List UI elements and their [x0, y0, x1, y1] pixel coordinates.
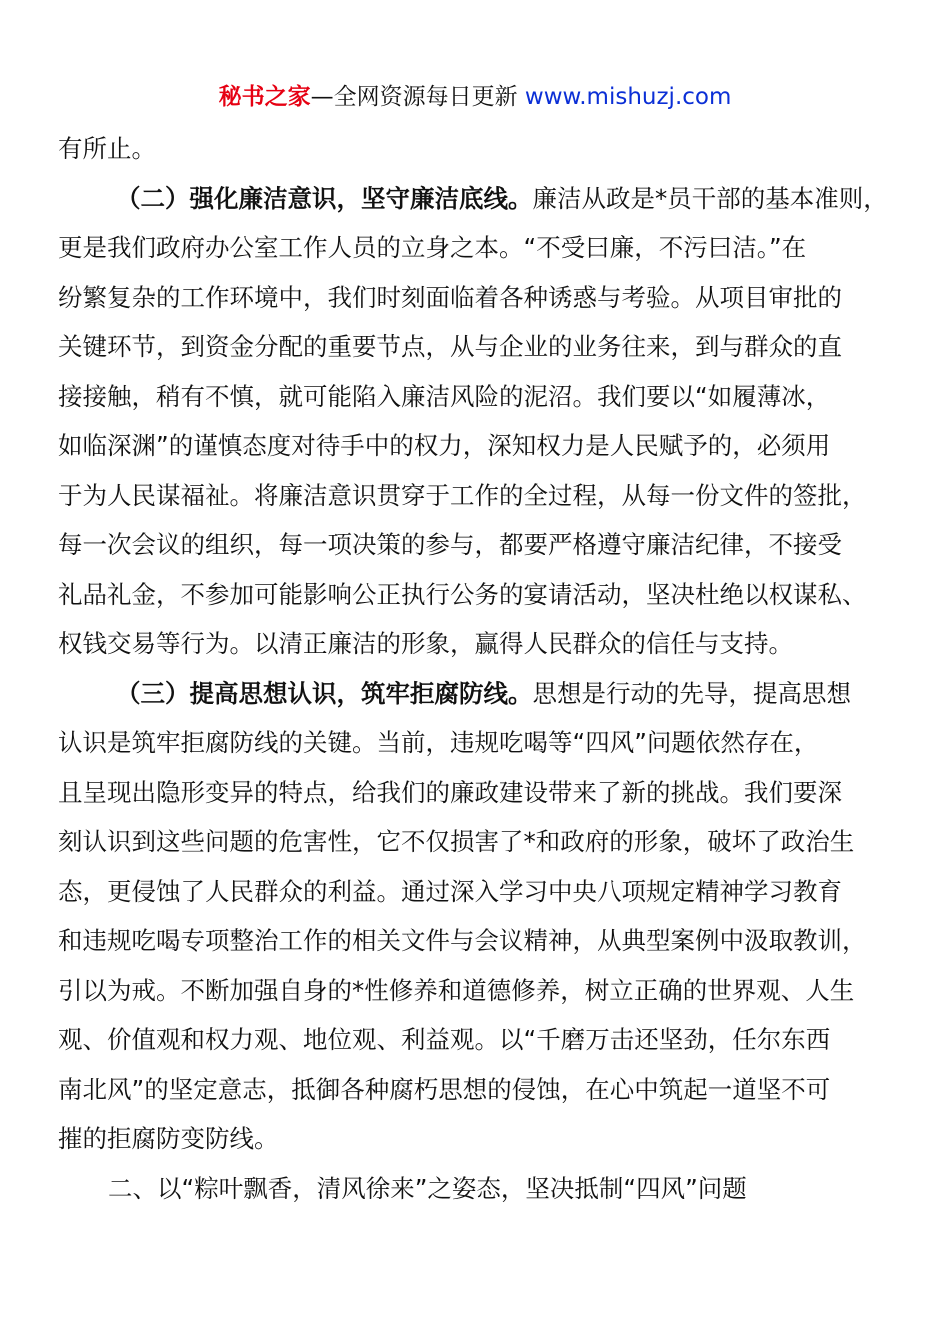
paragraph-line: [58, 867, 908, 917]
section-title: [58, 1164, 908, 1214]
line-text: 更是我们政府办公室工作人员的立身之本。“不受曰廉，不污曰洁。”在: [58, 233, 807, 262]
paragraph-line: [58, 322, 908, 372]
document-body: [58, 124, 908, 1213]
line-text: 于为人民谋福祉。将廉洁意识贯穿于工作的全过程，从每一份文件的签批，: [58, 480, 867, 510]
line-text: 摧的拒腐防变防线。: [58, 1124, 279, 1153]
paragraph-line: [58, 520, 908, 570]
line-text: 思想是行动的先导，提高思想: [532, 678, 851, 708]
line-text: 每一次会议的组织，每一项决策的参与，都要严格遵守廉洁纪律，不接受: [58, 530, 842, 559]
paragraph-line: [58, 817, 908, 867]
paragraph-line: [58, 372, 908, 422]
paragraph-line: [58, 768, 908, 818]
paragraph-line: [58, 570, 908, 620]
header-tagline: —全网资源每日更新: [310, 84, 518, 110]
header-brand: 秘书之家: [218, 84, 311, 110]
line-text: 认识是筑牢拒腐防线的关键。当前，违规吃喝等“四风”问题依然存在，: [58, 728, 819, 757]
paragraph-line: [58, 669, 908, 719]
paragraph-line: [58, 223, 908, 273]
line-text: 有所止。: [58, 134, 156, 163]
paragraph-line: [58, 1114, 908, 1164]
subheading: （二）强化廉洁意识，坚守廉洁底线。: [116, 183, 533, 213]
line-text: 关键环节，到资金分配的重要节点，从与企业的业务往来，到与群众的直: [58, 332, 842, 361]
subheading: （三）提高思想认识，筑牢拒腐防线。: [116, 678, 533, 708]
line-text: 礼品礼金，不参加可能影响公正执行公务的宴请活动，坚决杜绝以权谋私、: [58, 579, 867, 609]
line-text: 如临深渊”的谨慎态度对待手中的权力，深知权力是人民赋予的，必须用: [58, 431, 831, 460]
line-text: 廉洁从政是*员干部的基本准则，: [532, 183, 888, 213]
paragraph-line: [58, 124, 908, 174]
paragraph-line: [58, 471, 908, 521]
line-text: 接接触，稍有不慎，就可能陷入廉洁风险的泥沼。我们要以“如履薄冰，: [58, 381, 831, 411]
paragraph-line: [58, 619, 908, 669]
line-text: 观、价值观和权力观、地位观、利益观。以“千磨万击还坚劲，任尔东西: [58, 1025, 831, 1054]
paragraph-line: [58, 1065, 908, 1115]
line-text: 南北风”的坚定意志，抵御各种腐朽思想的侵蚀，在心中筑起一道坚不可: [58, 1074, 831, 1104]
line-text: 纷繁复杂的工作环境中，我们时刻面临着各种诱惑与考验。从项目审批的: [58, 282, 842, 312]
line-text: 态，更侵蚀了人民群众的利益。通过深入学习中央八项规定精神学习教育: [58, 876, 842, 906]
line-text: 权钱交易等行为。以清正廉洁的形象，赢得人民群众的信任与支持。: [58, 629, 793, 658]
paragraph-line: [58, 421, 908, 471]
paragraph-line: [58, 273, 908, 323]
line-text: 引以为戒。不断加强自身的*性修养和道德修养，树立正确的世界观、人生: [58, 975, 855, 1005]
line-text: 且呈现出隐形变异的特点，给我们的廉政建设带来了新的挑战。我们要深: [58, 777, 842, 807]
line-text: 刻认识到这些问题的危害性，它不仅损害了*和政府的形象，破坏了政治生: [58, 827, 855, 856]
paragraph-line: [58, 1015, 908, 1065]
line-text: 和违规吃喝专项整治工作的相关文件与会议精神，从典型案例中汲取教训，: [58, 926, 867, 955]
paragraph-line: [58, 718, 908, 768]
paragraph-line: [58, 916, 908, 966]
header-url[interactable]: www.mishuzj.com: [517, 84, 732, 110]
page-header: [0, 80, 950, 114]
paragraph-line: [58, 966, 908, 1016]
line-text: 二、以“粽叶飘香，清风徐来”之姿态，坚决抵制“四风”问题: [108, 1173, 747, 1203]
paragraph-line: [58, 174, 908, 224]
